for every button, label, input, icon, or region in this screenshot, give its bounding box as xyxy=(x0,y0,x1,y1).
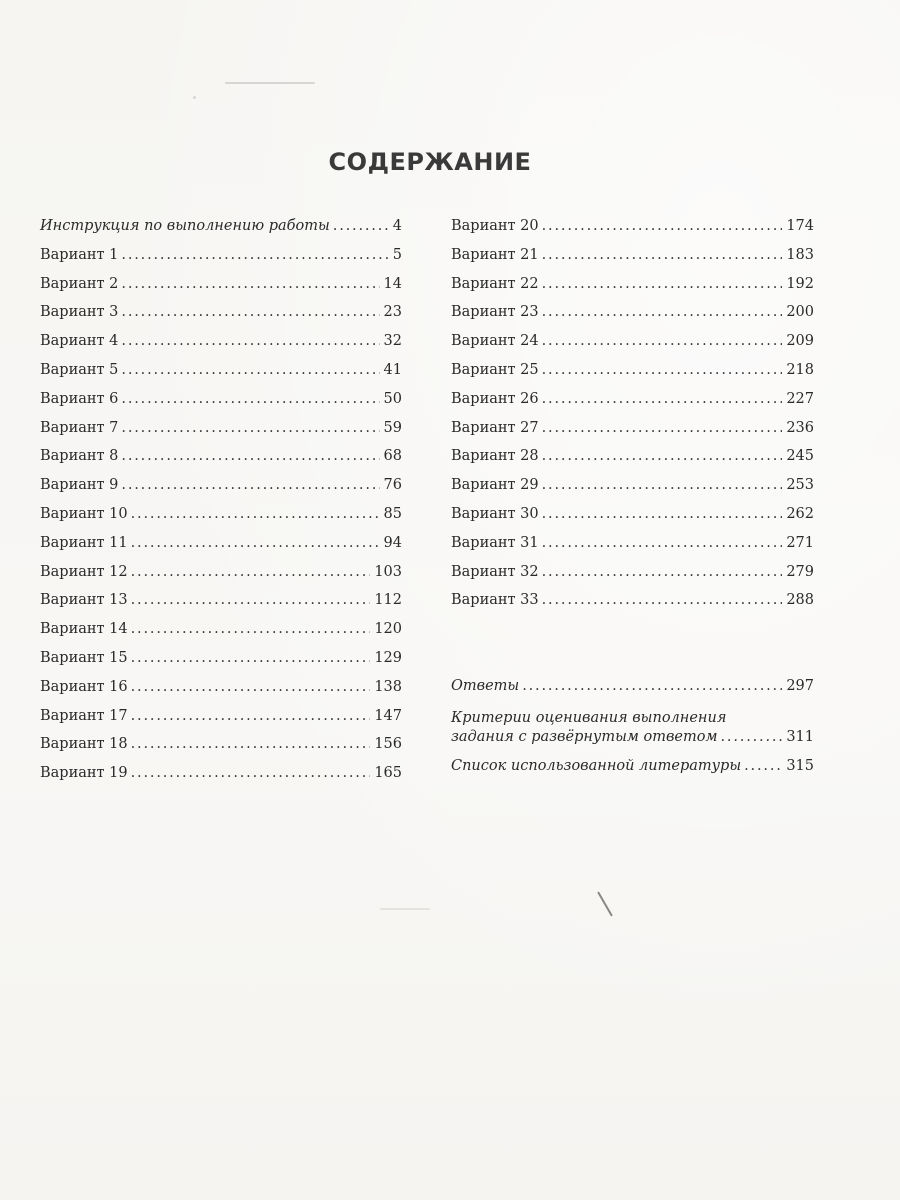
toc-entry-label: Вариант 9 xyxy=(40,477,119,494)
toc-entry-left-1[interactable] xyxy=(40,218,402,247)
toc-entry-answers[interactable] xyxy=(451,678,814,707)
toc-entry-label: Вариант 2 xyxy=(40,275,119,292)
toc-entry-label: Ответы xyxy=(451,678,520,695)
toc-entry-label-line1: Критерии оценивания выполнения xyxy=(451,709,727,726)
toc-entry-left-18[interactable] xyxy=(40,708,402,737)
toc-dot-leader xyxy=(542,477,783,493)
toc-entry-page: 76 xyxy=(383,477,402,494)
toc-entry-page: 5 xyxy=(392,246,402,263)
toc-dot-leader xyxy=(131,506,380,522)
toc-entry-label: Вариант 26 xyxy=(451,390,539,407)
toc-entry-page: 129 xyxy=(374,649,402,666)
toc-entry-label: Вариант 11 xyxy=(40,534,128,551)
toc-entry-page: 183 xyxy=(786,246,814,263)
toc-entry-page: 23 xyxy=(383,304,402,321)
toc-entry-left-9[interactable] xyxy=(40,448,402,477)
toc-entry-label: Вариант 25 xyxy=(451,361,539,378)
toc-entry-label-line2: задания с развёрнутым ответом xyxy=(451,728,718,745)
toc-dot-leader xyxy=(131,679,371,695)
toc-entry-page: 103 xyxy=(374,563,402,580)
toc-entry-page: 311 xyxy=(786,728,814,745)
toc-entry-page: 245 xyxy=(786,448,814,465)
toc-entry-label: Вариант 19 xyxy=(40,765,128,782)
toc-entry-page: 174 xyxy=(786,218,814,234)
spacer xyxy=(451,621,814,678)
toc-entry-page: 218 xyxy=(786,361,814,378)
toc-entry-page: 112 xyxy=(374,592,402,609)
toc-dot-leader xyxy=(542,333,783,349)
toc-entry-label: Вариант 31 xyxy=(451,534,539,551)
toc-entry-page: 253 xyxy=(786,477,814,494)
toc-entry-label: Вариант 24 xyxy=(451,333,539,350)
print-smudge xyxy=(380,908,430,910)
print-smudge xyxy=(225,82,315,84)
toc-entry-label: Вариант 6 xyxy=(40,390,119,407)
toc-dot-leader xyxy=(121,333,379,349)
toc-entry-left-11[interactable] xyxy=(40,506,402,535)
toc-dot-leader xyxy=(721,729,783,745)
toc-entry-page: 192 xyxy=(786,275,814,292)
toc-left-column xyxy=(40,218,402,794)
toc-dot-leader xyxy=(121,247,388,263)
toc-entry-page: 297 xyxy=(786,678,814,695)
toc-entry-page: 262 xyxy=(786,505,814,522)
toc-entry-right-2[interactable] xyxy=(451,247,814,276)
print-smudge xyxy=(193,96,196,99)
toc-entry-page: 59 xyxy=(383,419,402,436)
toc-variants-list xyxy=(451,218,814,621)
toc-entry-right-11[interactable] xyxy=(451,506,814,535)
toc-dot-leader xyxy=(131,736,371,752)
toc-entry-label: Вариант 13 xyxy=(40,592,128,609)
toc-dot-leader xyxy=(542,506,783,522)
toc-dot-leader xyxy=(121,420,379,436)
toc-dot-leader xyxy=(542,391,783,407)
toc-entry-right-10[interactable] xyxy=(451,477,814,506)
toc-entry-left-8[interactable] xyxy=(40,420,402,449)
toc-entry-left-13[interactable] xyxy=(40,564,402,593)
toc-entry-label: Вариант 4 xyxy=(40,333,119,350)
toc-entry-left-20[interactable] xyxy=(40,765,402,794)
toc-entry-right-9[interactable] xyxy=(451,448,814,477)
toc-dot-leader xyxy=(121,391,379,407)
toc-entry-page: 68 xyxy=(383,448,402,465)
toc-dot-leader xyxy=(131,621,371,637)
toc-entry-left-10[interactable] xyxy=(40,477,402,506)
toc-entry-right-8[interactable] xyxy=(451,420,814,449)
toc-entry-label: Вариант 20 xyxy=(451,218,539,234)
toc-dot-leader xyxy=(121,448,379,464)
toc-entry-label: Вариант 7 xyxy=(40,419,119,436)
toc-entry-page: 32 xyxy=(383,333,402,350)
toc-dot-leader xyxy=(121,304,379,320)
toc-entry-left-2[interactable] xyxy=(40,247,402,276)
toc-entry-label: Вариант 18 xyxy=(40,736,128,753)
toc-entry-page: 120 xyxy=(374,621,402,638)
toc-entry-left-5[interactable] xyxy=(40,333,402,362)
toc-entry-page: 288 xyxy=(786,592,814,609)
page-title: СОДЕРЖАНИЕ xyxy=(328,148,532,176)
toc-entry-label: Вариант 27 xyxy=(451,419,539,436)
toc-dot-leader xyxy=(131,535,380,551)
toc-dot-leader xyxy=(542,276,783,292)
toc-dot-leader xyxy=(542,247,783,263)
toc-entry-page: 138 xyxy=(374,678,402,695)
toc-entry-label: Инструкция по выполнению работы xyxy=(40,218,330,234)
toc-entry-right-4[interactable] xyxy=(451,304,814,333)
toc-entry-left-19[interactable] xyxy=(40,736,402,765)
toc-entry-label: Вариант 3 xyxy=(40,304,119,321)
toc-dot-leader xyxy=(542,592,783,608)
toc-entry-page: 41 xyxy=(383,361,402,378)
toc-entry-left-7[interactable] xyxy=(40,391,402,420)
toc-dot-leader xyxy=(542,448,783,464)
toc-entry-left-3[interactable] xyxy=(40,276,402,305)
toc-dot-leader xyxy=(131,708,371,724)
toc-entry-label: Вариант 1 xyxy=(40,246,119,263)
toc-entry-right-13[interactable] xyxy=(451,564,814,593)
toc-dot-leader xyxy=(131,650,371,666)
toc-entry-left-12[interactable] xyxy=(40,535,402,564)
toc-dot-leader xyxy=(121,276,379,292)
toc-entry-label: Вариант 17 xyxy=(40,707,128,724)
toc-entry-right-5[interactable] xyxy=(451,333,814,362)
toc-entry-left-16[interactable] xyxy=(40,650,402,679)
toc-entry-page: 315 xyxy=(786,757,814,774)
toc-dot-leader xyxy=(131,765,371,781)
toc-entry-label: Вариант 29 xyxy=(451,477,539,494)
toc-entry-page: 236 xyxy=(786,419,814,436)
toc-entry-page: 85 xyxy=(383,505,402,522)
toc-dot-leader xyxy=(131,564,371,580)
toc-entry-page: 147 xyxy=(374,707,402,724)
toc-dot-leader xyxy=(121,362,379,378)
toc-entry-left-4[interactable] xyxy=(40,304,402,333)
toc-entry-label: Вариант 15 xyxy=(40,649,128,666)
toc-dot-leader xyxy=(542,535,783,551)
toc-dot-leader xyxy=(542,420,783,436)
toc-dot-leader xyxy=(542,362,783,378)
toc-entry-left-6[interactable] xyxy=(40,362,402,391)
toc-right-column xyxy=(451,218,814,787)
toc-entry-page: 209 xyxy=(786,333,814,350)
toc-entry-label: Вариант 8 xyxy=(40,448,119,465)
toc-dot-leader xyxy=(121,477,379,493)
toc-entry-label: Вариант 33 xyxy=(451,592,539,609)
toc-dot-leader xyxy=(744,758,782,774)
toc-entry-criteria-line2 xyxy=(451,729,814,758)
toc-entry-left-15[interactable] xyxy=(40,621,402,650)
toc-entry-page: 94 xyxy=(383,534,402,551)
toc-entry-page: 4 xyxy=(392,218,402,234)
toc-entry-label: Список использованной литературы xyxy=(451,757,742,774)
toc-entry-right-7[interactable] xyxy=(451,391,814,420)
toc-dot-leader xyxy=(131,592,371,608)
toc-entry-label: Вариант 32 xyxy=(451,563,539,580)
toc-entry-label: Вариант 22 xyxy=(451,275,539,292)
toc-entry-right-6[interactable] xyxy=(451,362,814,391)
toc-entry-label: Вариант 14 xyxy=(40,621,128,638)
toc-entry-right-12[interactable] xyxy=(451,535,814,564)
toc-entry-criteria[interactable] xyxy=(451,707,814,758)
toc-dot-leader xyxy=(542,218,783,234)
toc-entry-page: 200 xyxy=(786,304,814,321)
toc-entry-label: Вариант 5 xyxy=(40,361,119,378)
toc-entry-left-14[interactable] xyxy=(40,592,402,621)
toc-entry-label: Вариант 30 xyxy=(451,505,539,522)
toc-entry-left-17[interactable] xyxy=(40,679,402,708)
print-smudge xyxy=(597,891,613,916)
toc-entry-page: 279 xyxy=(786,563,814,580)
toc-entry-page: 14 xyxy=(383,275,402,292)
toc-entry-page: 50 xyxy=(383,390,402,407)
toc-dot-leader xyxy=(542,304,783,320)
toc-entry-right-1[interactable] xyxy=(451,218,814,247)
toc-entry-literature[interactable] xyxy=(451,758,814,787)
toc-entry-right-14[interactable] xyxy=(451,592,814,621)
toc-entry-label: Вариант 10 xyxy=(40,505,128,522)
toc-entry-label: Вариант 28 xyxy=(451,448,539,465)
toc-entry-label: Вариант 16 xyxy=(40,678,128,695)
toc-entry-page: 165 xyxy=(374,765,402,782)
toc-dot-leader xyxy=(333,218,389,234)
toc-entry-page: 156 xyxy=(374,736,402,753)
toc-entry-page: 271 xyxy=(786,534,814,551)
toc-entry-label: Вариант 12 xyxy=(40,563,128,580)
toc-entry-label: Вариант 21 xyxy=(451,246,539,263)
toc-entry-page: 227 xyxy=(786,390,814,407)
toc-entry-right-3[interactable] xyxy=(451,276,814,305)
toc-dot-leader xyxy=(542,564,783,580)
toc-dot-leader xyxy=(522,678,782,694)
toc-entry-label: Вариант 23 xyxy=(451,304,539,321)
